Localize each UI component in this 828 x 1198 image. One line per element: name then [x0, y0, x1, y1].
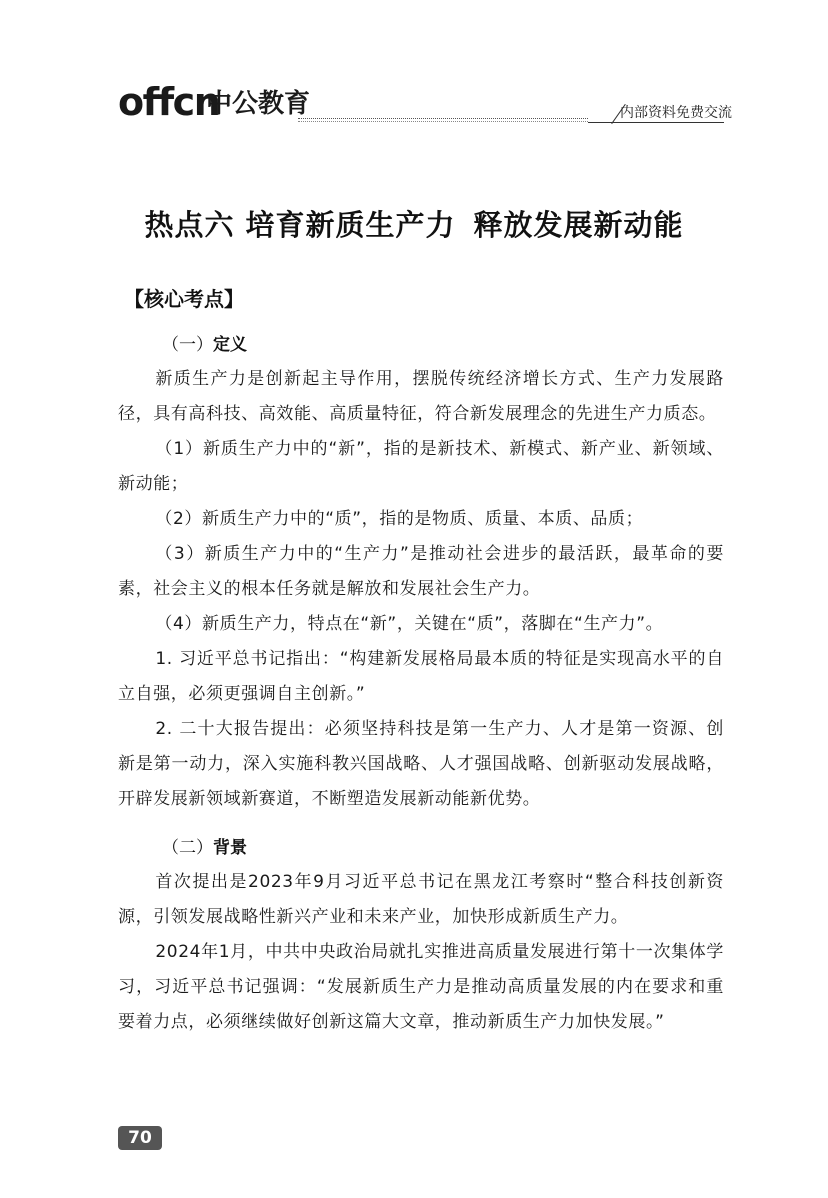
- title-part-2: 释放发展新动能: [473, 208, 684, 242]
- definition-paragraph: （2）新质生产力中的“质”，指的是物质、质量、本质、品质；: [155, 509, 644, 529]
- section-gap: [118, 817, 724, 831]
- definition-paragraph: （3）新质生产力中的“生产力”是推动社会进步的最活跃，最革命的要素，社会主义的根本任务就是解放和发展社会生产力。: [118, 544, 724, 599]
- definition-heading-num: （一）: [162, 335, 213, 355]
- definition-paragraph: （4）新质生产力，特点在“新”，关键在“质”，落脚在“生产力”。: [155, 614, 664, 634]
- background-paragraph: 首次提出是2023年9月习近平总书记在黑龙江考察时“整合科技创新资源，引领发展战略性新兴产业和未来产业，加快形成新质生产力。: [118, 872, 724, 927]
- core-heading: 【核心考点】: [124, 287, 244, 311]
- page-number: 70: [118, 1126, 162, 1150]
- definition-paragraph: 2. 二十大报告提出：必须坚持科技是第一生产力、人才是第一资源、创新是第一动力，深入实施科教兴国战略、人才强国战略、创新驱动发展战略，开辟发展新领域新赛道，不断塑造发展新动能新优势。: [118, 719, 724, 809]
- logo-chinese-text: 中公教育: [206, 89, 311, 119]
- definition-paragraph: 新质生产力是创新起主导作用，摆脱传统经济增长方式、生产力发展路径，具有高科技、高效能、高质量特征，符合新发展理念的先进生产力质态。: [118, 369, 724, 424]
- background-heading: [118, 831, 724, 865]
- main-content: [118, 282, 724, 1040]
- page-header: [0, 0, 828, 140]
- background-heading-num: （二）: [162, 838, 213, 858]
- header-underline: [616, 122, 724, 123]
- background-heading-label: 背景: [213, 838, 247, 858]
- definition-heading: [118, 328, 724, 362]
- header-tag-text: 内部资料免费交流: [620, 105, 732, 121]
- definition-paragraph: （1）新质生产力中的“新”，指的是新技术、新模式、新产业、新领域、新动能；: [118, 439, 724, 494]
- logo-latin-text: offcn: [118, 80, 220, 124]
- title-part-1: 热点六 培育新质生产力: [144, 208, 456, 242]
- header-dotted-rule: [298, 118, 588, 119]
- definition-paragraph: 1. 习近平总书记指出：“构建新发展格局最本质的特征是实现高水平的自立自强，必须更强调自主创新。”: [118, 649, 724, 704]
- page-title: [0, 205, 828, 245]
- header-slash-decoration: [588, 104, 616, 123]
- definition-heading-label: 定义: [213, 335, 247, 355]
- background-paragraph: 2024年1月，中共中央政治局就扎实推进高质量发展进行第十一次集体学习，习近平总书记强调：“发展新质生产力是推动高质量发展的内在要求和重要着力点，必须继续做好创新这篇大文章，推动新质生产力加快发展。”: [118, 942, 724, 1032]
- header-dotted-rule-2: [298, 121, 588, 122]
